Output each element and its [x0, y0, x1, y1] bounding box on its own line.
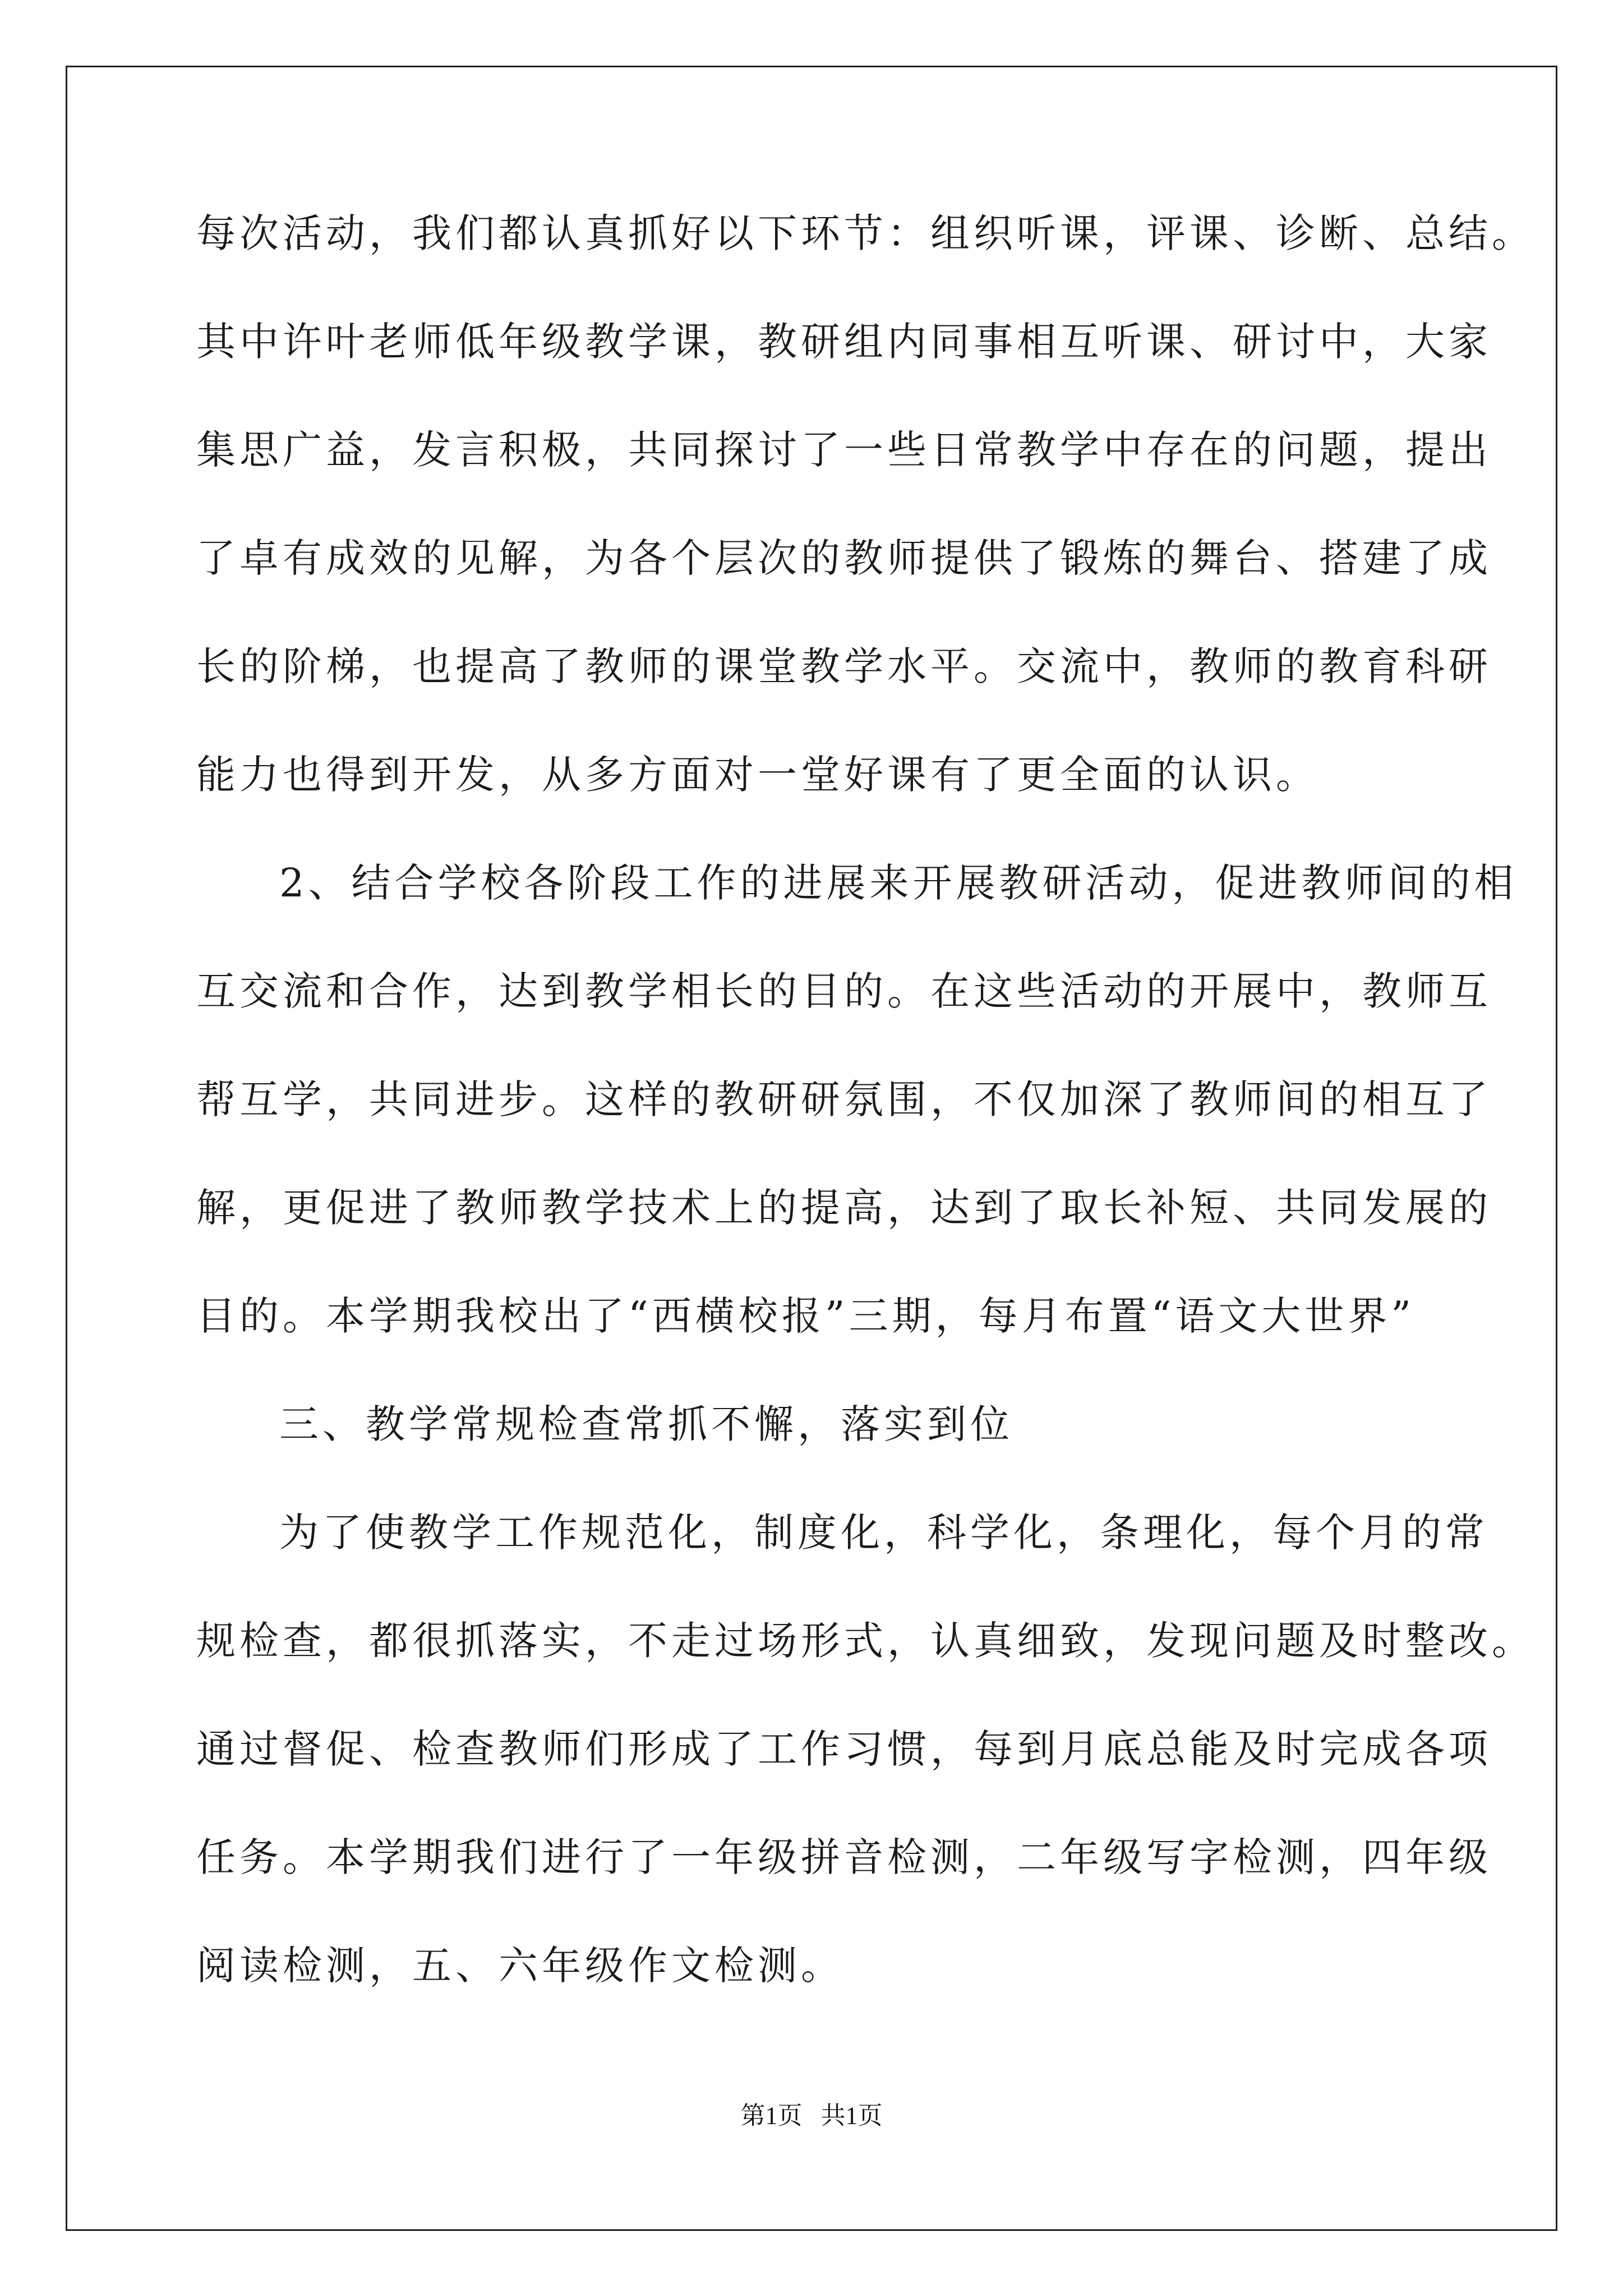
paragraph-line: 通过督促、检查教师们形成了工作习惯，每到月底总能及时完成各项	[196, 1726, 1492, 1772]
paragraph-line: 为了使教学工作规范化，制度化，科学化，条理化，每个月的常	[279, 1510, 1488, 1556]
paragraph-line: 任务。本学期我们进行了一年级拼音检测，二年级写字检测，四年级	[196, 1834, 1492, 1880]
section-heading: 三、教学常规检查常抓不懈，落实到位	[279, 1401, 1013, 1447]
paragraph-line: 互交流和合作，达到教学相长的目的。在这些活动的开展中，教师互	[196, 968, 1492, 1014]
paragraph-line: 每次活动，我们都认真抓好以下环节：组织听课，评课、诊断、总结。	[196, 210, 1535, 256]
paragraph-line: 长的阶梯，也提高了教师的课堂教学水平。交流中，教师的教育科研	[196, 643, 1492, 689]
paragraph-line: 解，更促进了教师教学技术上的提高，达到了取长补短、共同发展的	[196, 1185, 1492, 1231]
paragraph-line: 2、结合学校各阶段工作的进展来开展教研活动，促进教师间的相	[279, 860, 1518, 906]
paragraph-line: 能力也得到开发，从多方面对一堂好课有了更全面的认识。	[196, 752, 1319, 798]
paragraph-line: 阅读检测，五、六年级作文检测。	[196, 1943, 844, 1989]
paragraph-line: 目的。本学期我校出了“西横校报”三期，每月布置“语文大世界”	[196, 1293, 1415, 1339]
page-number-footer: 第1页 共1页	[740, 2102, 883, 2129]
paragraph-line: 其中许叶老师低年级教学课，教研组内同事相互听课、研讨中，大家	[196, 319, 1492, 365]
paragraph-line: 了卓有成效的见解，为各个层次的教师提供了锻炼的舞台、搭建了成	[196, 535, 1492, 581]
page-border	[66, 66, 1557, 2231]
paragraph-line: 集思广益，发言积极，共同探讨了一些日常教学中存在的问题，提出	[196, 427, 1492, 473]
paragraph-line: 帮互学，共同进步。这样的教研研氛围，不仅加深了教师间的相互了	[196, 1076, 1492, 1122]
paragraph-line: 规检查，都很抓落实，不走过场形式，认真细致，发现问题及时整改。	[196, 1618, 1535, 1664]
